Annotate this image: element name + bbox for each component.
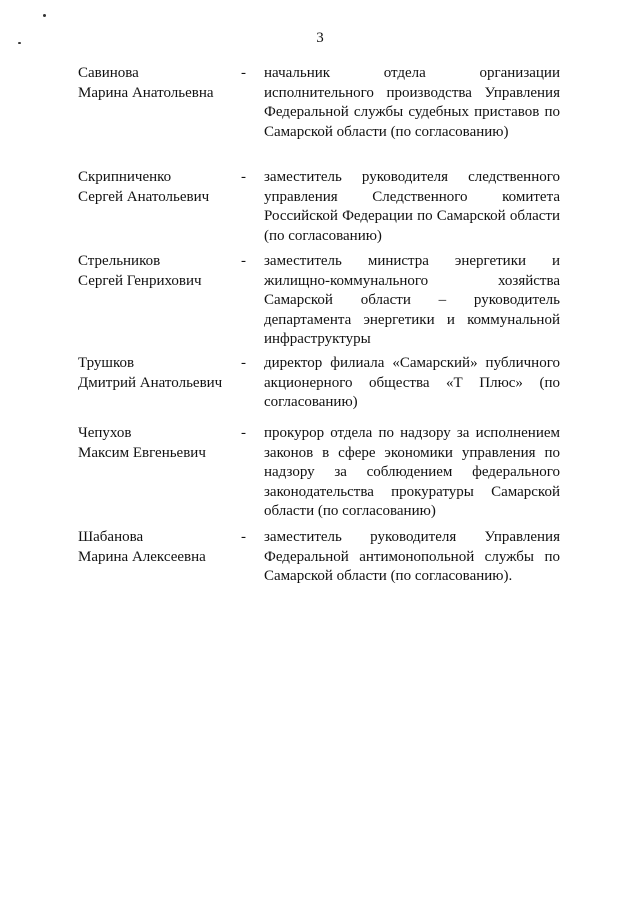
member-name [78,64,238,103]
page-number: 3 [316,30,324,46]
member-surname: Скрипниченко [78,169,172,185]
member-surname: Шабанова [78,529,144,545]
member-given-names: Марина Алексеевна [78,548,206,565]
separator-dash: - [241,169,246,185]
member-name [78,354,238,393]
member-position: заместитель министра энергетики и жилищно-коммунального хозяйства Самарской области – руководитель департамента энергетики и коммунальной инфраструктуры [264,253,560,347]
member-given-names: Дмитрий Анатольевич [78,374,223,391]
member-surname: Чепухов [78,425,132,441]
separator-dash: - [241,253,246,269]
member-surname: Трушков [78,355,135,371]
member-surname: Стрельников [78,253,161,269]
member-name [78,424,238,463]
scan-speck [43,14,46,17]
separator-dash: - [241,355,246,371]
member-position: заместитель руководителя следственного управления Следственного комитета Российской Федерации по Самарской области (по согласованию) [264,169,560,244]
separator-dash: - [241,65,246,81]
member-position: заместитель руководителя Управления Федеральной антимонопольной службы по Самарской области (по согласованию). [264,529,560,584]
separator-dash: - [241,425,246,441]
member-given-names: Максим Евгеньевич [78,444,206,461]
member-name [78,168,238,207]
member-name [78,528,238,567]
member-given-names: Сергей Анатольевич [78,188,210,205]
member-surname: Савинова [78,65,139,81]
member-given-names: Сергей Генрихович [78,272,202,289]
separator-dash: - [241,529,246,545]
member-given-names: Марина Анатольевна [78,84,214,101]
member-position: директор филиала «Самарский» публичного акционерного общества «Т Плюс» (по согласованию) [264,355,560,410]
member-position: прокурор отдела по надзору за исполнением законов в сфере экономики управления по надзору за соблюдением федерального законодательства прокуратуры Самарской области (по согласованию) [264,425,560,519]
member-position: начальник отдела организации исполнительного производства Управления Федеральной службы судебных приставов по Самарской области (по согласованию) [264,65,560,140]
member-name [78,252,238,291]
